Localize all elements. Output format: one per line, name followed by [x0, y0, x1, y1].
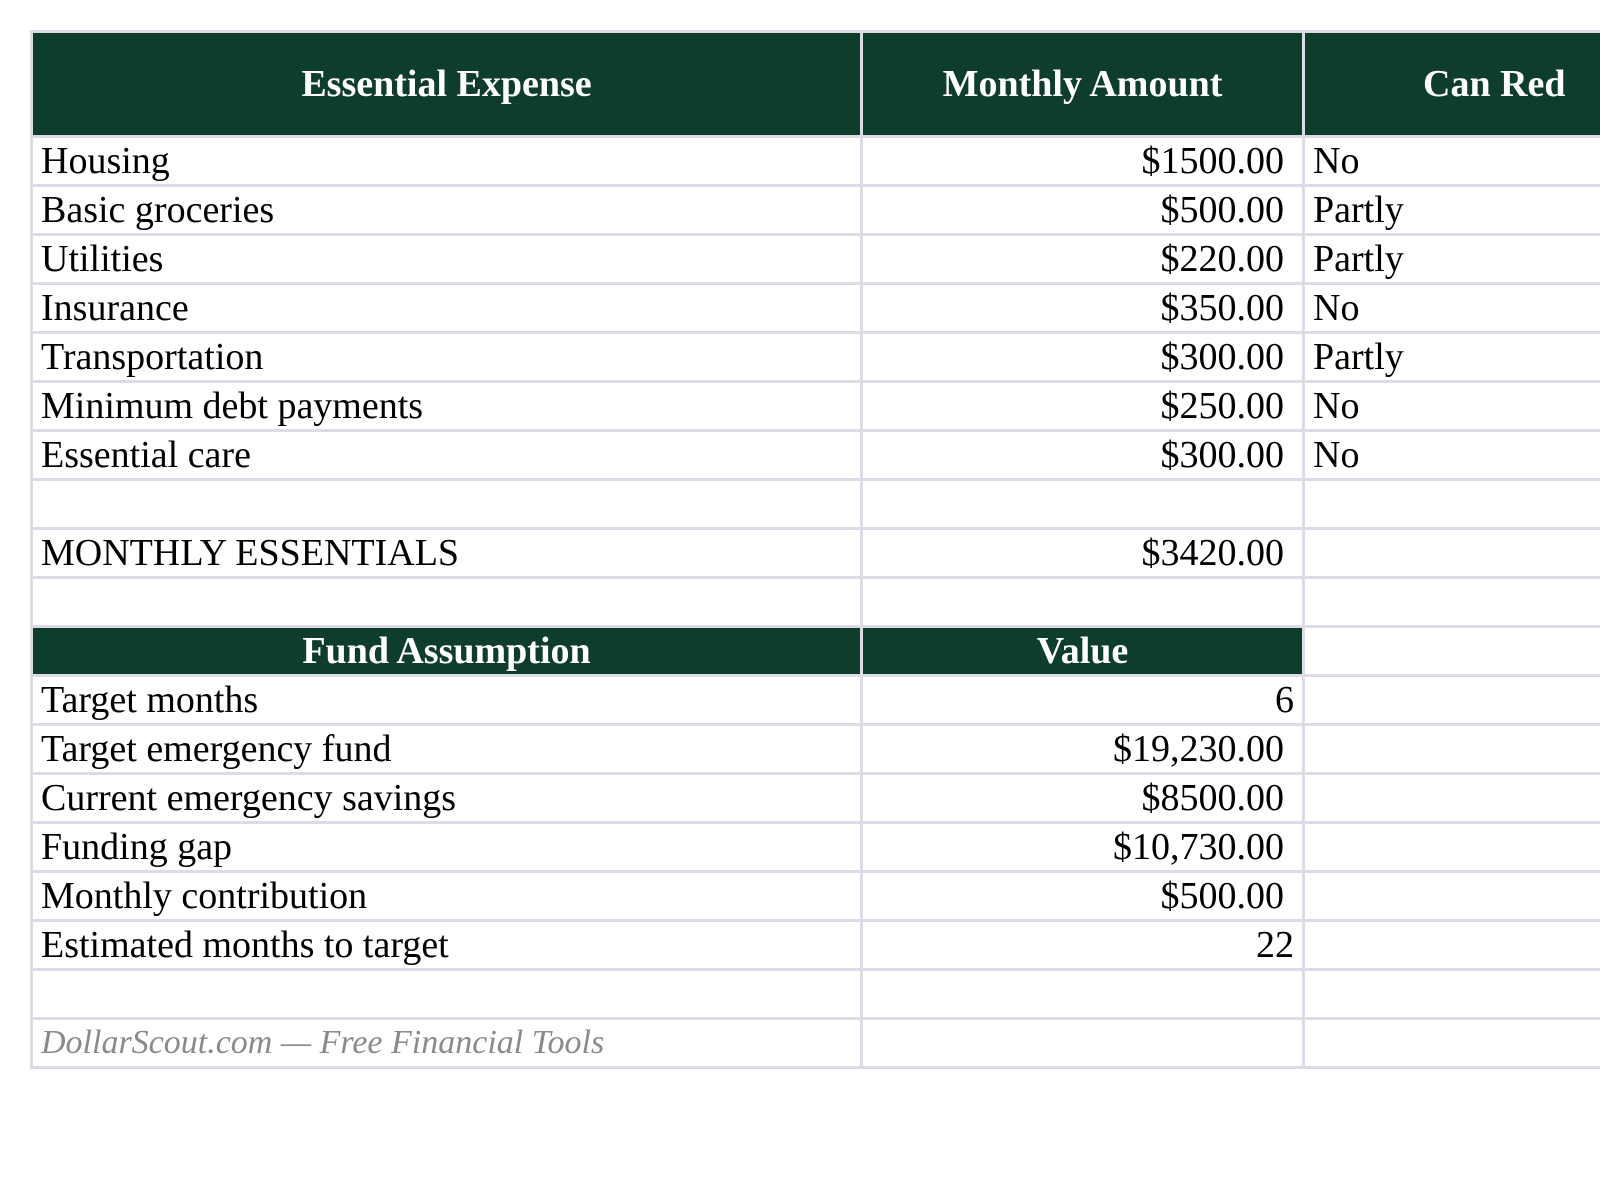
can-reduce-cell[interactable]: No — [1304, 382, 1600, 431]
amount-cell[interactable]: $350.00 — [862, 284, 1304, 333]
empty-cell[interactable] — [1304, 480, 1600, 529]
total-amount-cell[interactable]: $3420.00 — [862, 529, 1304, 578]
empty-row — [32, 480, 1600, 529]
assumption-label-cell[interactable]: Target months — [32, 676, 862, 725]
footer-note[interactable]: DollarScout.com — Free Financial Tools — [32, 1019, 862, 1068]
assumption-value-cell[interactable]: 22 — [862, 921, 1304, 970]
can-reduce-cell[interactable]: Partly — [1304, 235, 1600, 284]
assumption-value-cell[interactable]: 6 — [862, 676, 1304, 725]
amount-cell[interactable]: $300.00 — [862, 333, 1304, 382]
total-row — [32, 529, 1600, 578]
header-fund-assumption[interactable]: Fund Assumption — [32, 627, 862, 676]
empty-cell[interactable] — [1304, 529, 1600, 578]
table-row — [32, 186, 1600, 235]
can-reduce-cell[interactable]: No — [1304, 137, 1600, 186]
assumption-value-cell[interactable]: $19,230.00 — [862, 725, 1304, 774]
empty-row — [32, 578, 1600, 627]
assumption-value-cell[interactable]: $8500.00 — [862, 774, 1304, 823]
amount-cell[interactable]: $300.00 — [862, 431, 1304, 480]
header-monthly-amount[interactable]: Monthly Amount — [862, 32, 1304, 137]
amount-cell[interactable]: $220.00 — [862, 235, 1304, 284]
can-reduce-cell[interactable]: No — [1304, 284, 1600, 333]
table-row — [32, 676, 1600, 725]
table-row — [32, 333, 1600, 382]
table-row — [32, 284, 1600, 333]
expense-header-row — [32, 32, 1600, 137]
empty-cell[interactable] — [862, 970, 1304, 1019]
table-row — [32, 823, 1600, 872]
empty-cell[interactable] — [1304, 725, 1600, 774]
expense-cell[interactable]: Essential care — [32, 431, 862, 480]
assumption-value-cell[interactable]: $500.00 — [862, 872, 1304, 921]
footer-row — [32, 1019, 1600, 1068]
empty-cell[interactable] — [1304, 578, 1600, 627]
amount-cell[interactable]: $250.00 — [862, 382, 1304, 431]
empty-cell[interactable] — [1304, 676, 1600, 725]
empty-cell[interactable] — [32, 578, 862, 627]
total-label-cell[interactable]: MONTHLY ESSENTIALS — [32, 529, 862, 578]
empty-cell[interactable] — [1304, 823, 1600, 872]
assumption-label-cell[interactable]: Current emergency savings — [32, 774, 862, 823]
assumption-label-cell[interactable]: Monthly contribution — [32, 872, 862, 921]
table-row — [32, 137, 1600, 186]
empty-cell[interactable] — [1304, 627, 1600, 676]
table-row — [32, 235, 1600, 284]
amount-cell[interactable]: $1500.00 — [862, 137, 1304, 186]
assumption-label-cell[interactable]: Target emergency fund — [32, 725, 862, 774]
spreadsheet-grid — [30, 30, 1600, 1069]
fund-header-row — [32, 627, 1600, 676]
expense-cell[interactable]: Minimum debt payments — [32, 382, 862, 431]
empty-cell[interactable] — [32, 480, 862, 529]
table-row — [32, 872, 1600, 921]
empty-row — [32, 970, 1600, 1019]
expense-cell[interactable]: Transportation — [32, 333, 862, 382]
empty-cell[interactable] — [1304, 774, 1600, 823]
table-row — [32, 774, 1600, 823]
can-reduce-cell[interactable]: Partly — [1304, 186, 1600, 235]
expense-cell[interactable]: Basic groceries — [32, 186, 862, 235]
header-can-reduce[interactable]: Can Red — [1304, 32, 1600, 137]
assumption-label-cell[interactable]: Estimated months to target — [32, 921, 862, 970]
assumption-value-cell[interactable]: $10,730.00 — [862, 823, 1304, 872]
can-reduce-cell[interactable]: No — [1304, 431, 1600, 480]
header-essential-expense[interactable]: Essential Expense — [32, 32, 862, 137]
amount-cell[interactable]: $500.00 — [862, 186, 1304, 235]
empty-cell[interactable] — [1304, 921, 1600, 970]
empty-cell[interactable] — [862, 1019, 1304, 1068]
assumption-label-cell[interactable]: Funding gap — [32, 823, 862, 872]
empty-cell[interactable] — [32, 970, 862, 1019]
expense-cell[interactable]: Insurance — [32, 284, 862, 333]
empty-cell[interactable] — [1304, 1019, 1600, 1068]
empty-cell[interactable] — [862, 578, 1304, 627]
header-value[interactable]: Value — [862, 627, 1304, 676]
can-reduce-cell[interactable]: Partly — [1304, 333, 1600, 382]
empty-cell[interactable] — [1304, 970, 1600, 1019]
table-row — [32, 921, 1600, 970]
expense-cell[interactable]: Utilities — [32, 235, 862, 284]
expense-cell[interactable]: Housing — [32, 137, 862, 186]
empty-cell[interactable] — [1304, 872, 1600, 921]
empty-cell[interactable] — [862, 480, 1304, 529]
table-row — [32, 725, 1600, 774]
table-row — [32, 431, 1600, 480]
table-row — [32, 382, 1600, 431]
